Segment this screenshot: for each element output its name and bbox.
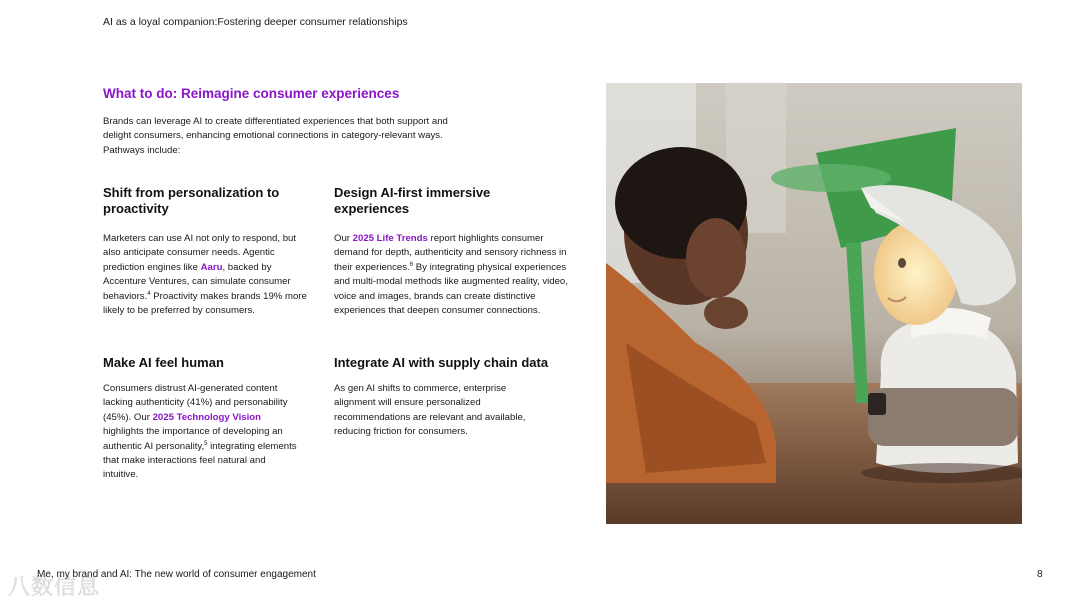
aaru-link[interactable]: Aaru [200,261,223,273]
card-title: Integrate AI with supply chain data [334,355,549,370]
hero-photo [606,83,1022,524]
card-body: Consumers distrust AI-generated content lacking authenticity (41%) and personability (45%). Our 2025 Technology Vision highlights the importance of developing an authentic AI personality,$^5$ integrating elements that make interactions feel natural and intuitive. [103,383,297,481]
section-title: What to do: Reimagine consumer experiences [103,86,400,101]
card-human [103,355,308,483]
card-immersive [334,185,579,318]
card-title: Shift from personalization to proactivity [103,185,280,216]
page-footer: Me, my brand and AI: The new world of consumer engagement [37,569,316,580]
section-intro: Brands can leverage AI to create differentiated experiences that both support and delight consumers, enhancing emotional connections in category-relevant ways. Pathways include: [103,116,448,156]
technology-vision-link[interactable]: 2025 Technology Vision [152,411,262,423]
life-trends-link[interactable]: 2025 Life Trends [352,233,428,244]
card-body: As gen AI shifts to commerce, enterprise alignment will ensure personalized recommendations are relevant and available, reducing friction for consumers. [334,383,526,438]
card-supply-chain [334,355,579,440]
card-title: Design AI-first immersive experiences [334,185,491,216]
watermark-logo: 八数信息 [8,574,101,599]
card-personalization [103,185,308,318]
page-header: AI as a loyal companion:Fostering deeper consumer relationships [103,16,408,28]
card-body: Marketers can use AI not only to respond, but also anticipate consumer needs. Agentic prediction engines like Aaru, backed by Accenture Ventures, can simulate consumer behaviors.$^4$ Proactivity makes brands 19% more likely to be preferred by consumers. [103,233,307,317]
card-body: Our 2025 Life Trends report highlights consumer demand for depth, authenticity and sensory richness in their experiences.$^6$ By integrating physical experiences and multi-modal methods like augmented reality, video, voice and images, brands can create distinctive experiences that deepen consumer connections. [334,233,568,317]
card-title: Make AI feel human [103,355,224,370]
page-number: 8 [1037,569,1043,580]
